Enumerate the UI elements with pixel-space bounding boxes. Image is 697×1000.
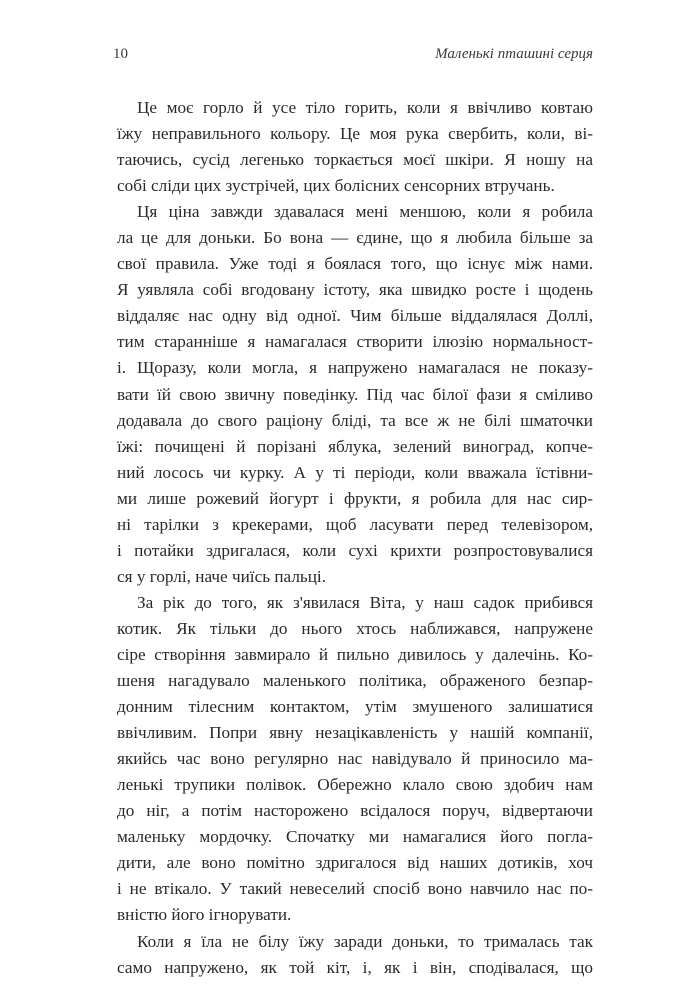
text-line: ла це для доньки. Бо вона — єдине, що я любила більше за	[117, 228, 593, 248]
text-line: якийсь час воно регулярно нас навідувало й приносило ма-	[117, 749, 593, 769]
text-line: тим старанніше я намагалася створити ілюзію нормальност-	[117, 332, 593, 352]
text-line: маленьку мордочку. Спочатку ми намагалися його погла-	[117, 827, 593, 847]
text-line: додавала до свого раціону бліді, та все ж не білі шматочки	[117, 410, 593, 430]
text-line: їжі: почищені й порізані яблука, зелений виноград, копче-	[117, 436, 593, 456]
text-line: до ніг, а потім настороженo всідалося поруч, відвертаючи	[117, 801, 593, 821]
text-line: ні тарілки з крекерами, щоб ласувати перед телевізором,	[117, 514, 593, 534]
text-line: Ця ціна завжди здавалася мені меншою, коли я робила	[137, 202, 593, 222]
text-line: ми лише рожевий йогурт і фрукти, я робила для нас сир-	[117, 488, 593, 508]
text-line: ленькі трупики полівок. Обережно клало свою здобич нам	[117, 775, 593, 795]
text-line: вністю його ігнорувати.	[117, 905, 292, 925]
text-line: донним тілесним контактом, утім змушеного залишатися	[117, 697, 593, 717]
text-line: Я уявляла собі вгодовану істоту, яка швидко росте і щодень	[117, 280, 593, 300]
text-line: Коли я їла не білу їжу заради доньки, то трималась так	[137, 931, 593, 951]
text-line: котик. Як тільки до нього хтось наближався, напружене	[117, 618, 593, 638]
text-line: їжу неправильного кольору. Це моя рука свербить, коли, ві-	[117, 124, 593, 144]
text-line: ввічливим. Попри явну незацікавленість у нашій компанії,	[117, 723, 593, 743]
running-head	[113, 46, 593, 66]
text-line: і не втікало. У такий невеселий спосіб воно навчило нас по-	[117, 879, 593, 899]
text-line: ний лосось чи курку. А у ті періоди, коли вважала їстівни-	[117, 462, 593, 482]
text-line: і потайки здригалася, коли сухі крихти розпростовувалися	[117, 540, 593, 560]
text-line: ся у горлі, наче чиїсь пальці.	[117, 566, 327, 586]
text-line: віддаляє нас одну від одної. Чим більше віддалялася Доллі,	[117, 306, 593, 326]
text-line: шеня нагадувало маленького політика, ображеного безпар-	[117, 671, 593, 691]
text-line: собі сліди цих зустрічей, цих болісних сенсорних втручань.	[117, 176, 555, 196]
text-line: свої правила. Уже тоді я боялася того, що існує між нами.	[117, 254, 593, 274]
text-line: дити, але воно помітно здригалося від наших дотиків, хоч	[117, 853, 593, 873]
text-line: вати їй свою звичну поведінку. Під час білої фази я сміливо	[117, 384, 593, 404]
body-text	[117, 95, 593, 981]
text-line: Це моє горло й усе тіло горить, коли я ввічливо ковтаю	[137, 98, 593, 117]
running-title: Маленькі пташині серця	[435, 46, 593, 62]
text-line: сіре створіння завмирало й пильно дивилось у далечінь. Ко-	[117, 644, 593, 664]
text-line: За рік до того, як з'явилася Віта, у наш садок прибився	[137, 592, 593, 612]
text-line: само напружено, як той кіт, і, як і він, сподівалася, що	[117, 957, 593, 977]
text-line: таючись, сусід легенько торкається моєї шкіри. Я ношу на	[117, 150, 593, 170]
text-line: і. Щоразу, коли могла, я напружено намагалася не показу-	[117, 358, 593, 378]
page-number: 10	[113, 46, 128, 62]
